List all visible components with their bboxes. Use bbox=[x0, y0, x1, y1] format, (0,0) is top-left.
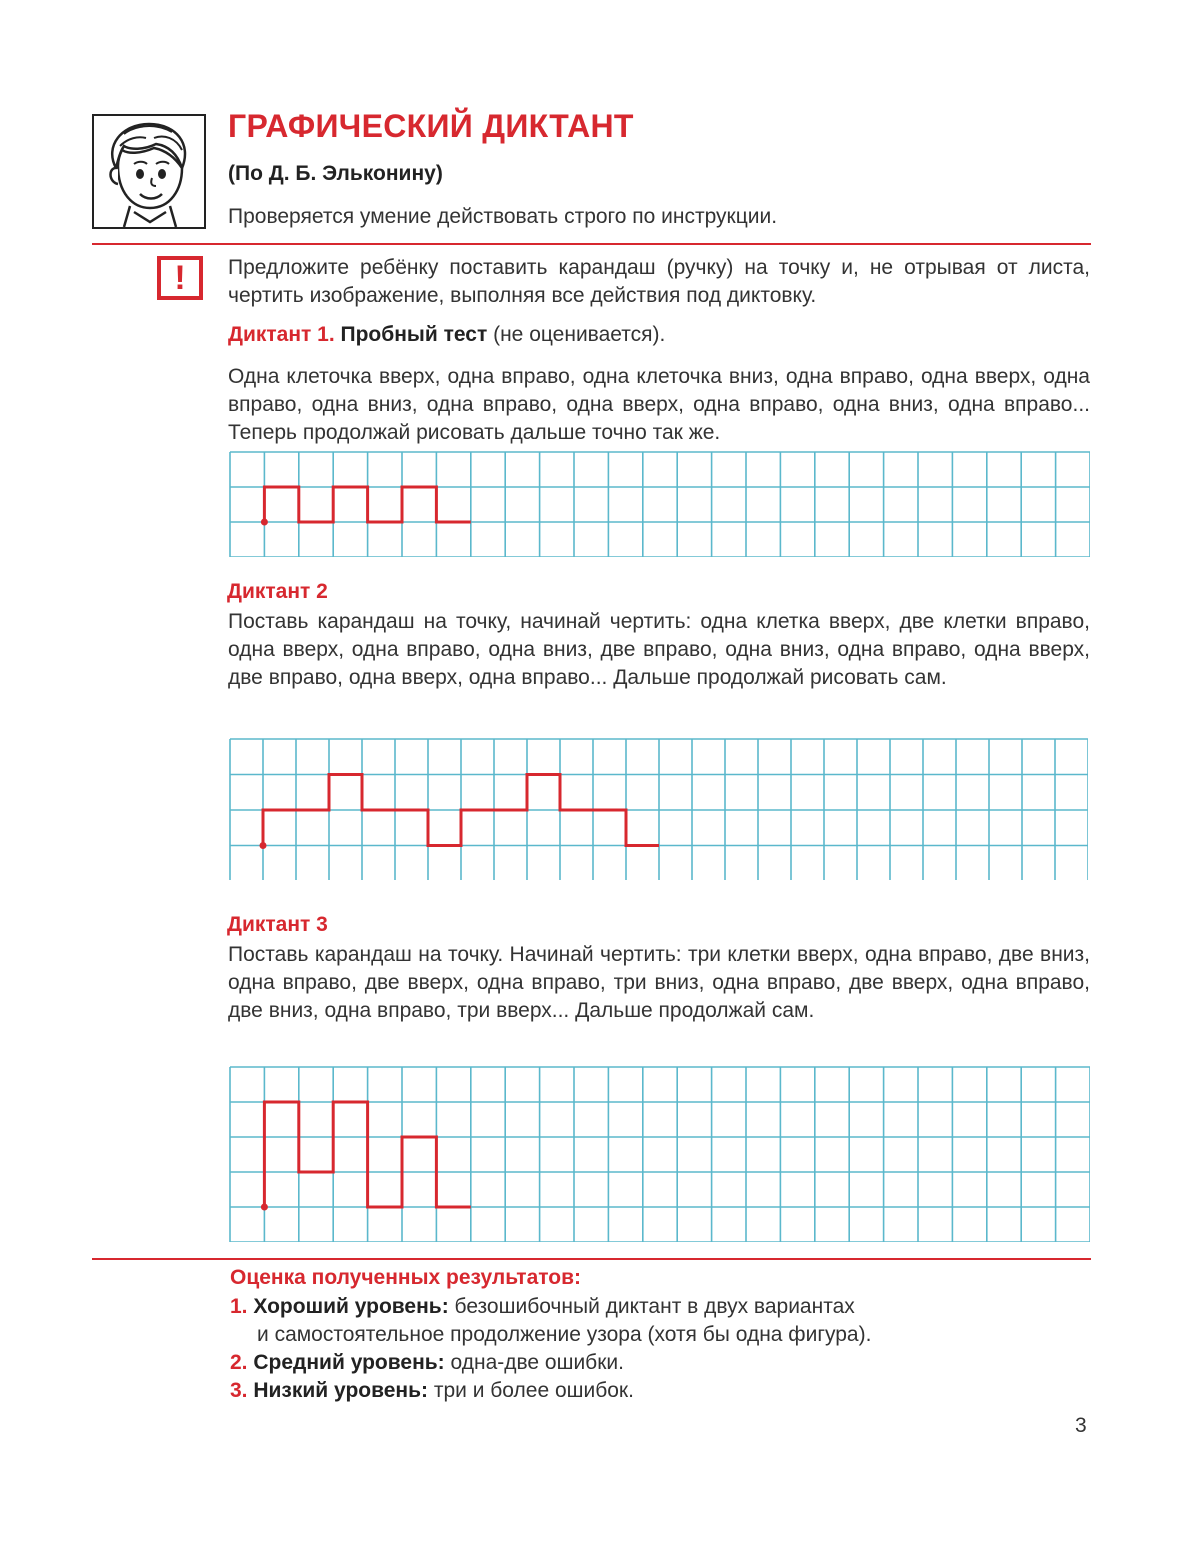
dictation-1-grid bbox=[229, 451, 1090, 557]
evaluation-item-continuation: и самостоятельное продолжение узора (хотя бы одна фигура). bbox=[257, 1323, 872, 1346]
page-title: ГРАФИЧЕСКИЙ ДИКТАНТ bbox=[228, 108, 634, 144]
section-divider bbox=[92, 243, 1091, 245]
intro-text: Проверяется умение действовать строго по инструкции. bbox=[228, 205, 778, 228]
start-dot bbox=[261, 1204, 268, 1211]
dictation-1-label: Диктант 1. bbox=[228, 323, 335, 346]
exclamation-icon bbox=[157, 256, 203, 300]
start-dot bbox=[260, 842, 267, 849]
evaluation-item-number: 1. bbox=[230, 1295, 248, 1318]
dictation-2-text: Поставь карандаш на точку, начинай чертить: одна клетка вверх, две клетки вправо, одна вверх, одна вправо, одна вниз, две вправо, одна вниз, одна вправо, одна вверх, две вправо, одна вверх, одна вправо... Дальше продолжай рисовать сам. bbox=[228, 610, 1090, 689]
evaluation-divider bbox=[92, 1258, 1091, 1260]
dictation-1-note: (не оценивается). bbox=[493, 323, 666, 346]
evaluation-item-number: 3. bbox=[230, 1379, 248, 1402]
evaluation-item-text: безошибочный диктант в двух вариантах bbox=[454, 1295, 855, 1318]
evaluation-item-label: Средний уровень: bbox=[253, 1351, 445, 1374]
sample-pattern-line bbox=[264, 487, 470, 522]
evaluation-item-text: три и более ошибок. bbox=[433, 1379, 634, 1402]
evaluation-title: Оценка полученных результатов: bbox=[230, 1266, 581, 1289]
child-face-icon bbox=[94, 116, 204, 227]
dictation-3-heading: Диктант 3 bbox=[227, 913, 328, 936]
evaluation-item-number: 2. bbox=[230, 1351, 248, 1374]
dictation-1-text: Одна клеточка вверх, одна вправо, одна клеточка вниз, одна вправо, одна вверх, одна вправо, одна вниз, одна вправо, одна вверх, одна вправо, одна вниз, одна вправо... Теперь продолжай рисовать дальше точно так же. bbox=[228, 365, 1090, 444]
start-dot bbox=[261, 519, 268, 526]
evaluation-item bbox=[230, 1293, 855, 1321]
sample-pattern-line bbox=[264, 1102, 470, 1207]
evaluation-item-label: Низкий уровень: bbox=[253, 1379, 428, 1402]
page-subtitle: (По Д. Б. Эльконину) bbox=[228, 162, 443, 185]
dictation-2-grid bbox=[229, 738, 1088, 880]
dictation-1-heading bbox=[228, 323, 665, 347]
dictation-3-text: Поставь карандаш на точку. Начинай чертить: три клетки вверх, одна вправо, две вниз, одна вправо, две вверх, одна вправо, три вниз, одна вправо, две вверх, одна вправо, две вниз, одна вправо, три вверх... Дальше продолжай сам. bbox=[228, 943, 1090, 1022]
evaluation-item-text: одна-две ошибки. bbox=[450, 1351, 624, 1374]
dictation-1-name: Пробный тест bbox=[340, 323, 488, 346]
exclamation-mark: ! bbox=[174, 259, 186, 297]
child-portrait bbox=[92, 114, 206, 229]
dictation-3-grid bbox=[229, 1066, 1090, 1242]
page-number: 3 bbox=[1075, 1414, 1087, 1437]
evaluation-item bbox=[230, 1377, 634, 1405]
dictation-2-heading: Диктант 2 bbox=[227, 580, 328, 603]
evaluation-item bbox=[230, 1349, 624, 1377]
evaluation-item-label: Хороший уровень: bbox=[253, 1295, 449, 1318]
instruction-text: Предложите ребёнку поставить карандаш (ручку) на точку и, не отрывая от листа, чертить изображение, выполняя все действия под диктовку. bbox=[228, 256, 1090, 307]
